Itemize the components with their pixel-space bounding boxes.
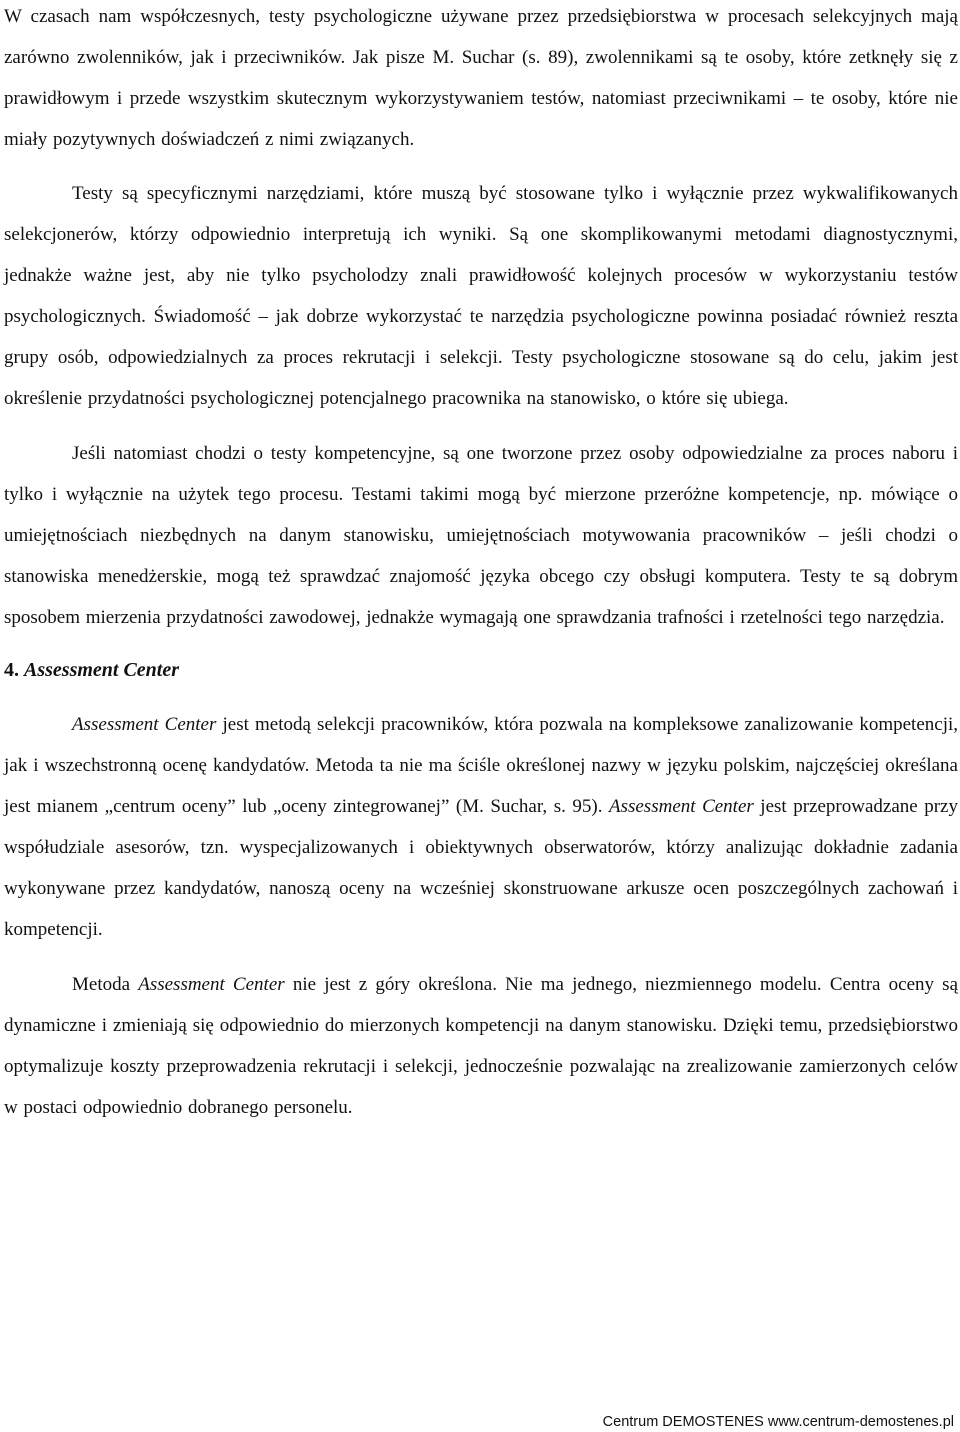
page-footer: Centrum DEMOSTENES www.centrum-demostenes.pl	[602, 1414, 954, 1430]
document-page	[4, 0, 958, 1128]
section-title: Assessment Center	[24, 659, 180, 681]
paragraph-test-opinions: W czasach nam współczesnych, testy psychologiczne używane przez przedsiębiorstwa w procesach selekcyjnych mają zarówno zwolenników, jak i przeciwników. Jak pisze M. Suchar (s. 89), zwolennikami są te osoby, które zetknęły się z prawidłowym i przede wszystkim skutecznym wykorzystywaniem testów, natomiast przeciwnikami – te osoby, które nie miały pozytywnych doświadczeń z nimi związanych.	[4, 6, 958, 150]
method-lead-text: Metoda	[72, 974, 139, 995]
section-heading	[4, 650, 958, 691]
assessors-text: jest przeprowadzane przy współudziale asesorów, tzn. wyspecjalizowanych i obiektywnych obserwatorów, którzy analizując dokładnie zadania wykonywane przez kandydatów, nanoszą oceny na wcześniej skonstruowane arkusze ocen poszczególnych zachowań i kompetencji.	[4, 796, 958, 940]
paragraph-competency-tests: Jeśli natomiast chodzi o testy kompetencyjne, są one tworzone przez osoby odpowiedzialne za proces naboru i tylko i wyłącznie na użytek tego procesu. Testami takimi mogą być mierzone przeróżne kompetencje, np. mówiące o umiejętnościach niezbędnych na danym stanowisku, umiejętnościach motywowania pracowników – jeśli chodzi o stanowiska menedżerskie, mogą też sprawdzać znajomość języka obcego czy obsługi komputera. Testy te są dobrym sposobem mierzenia przydatności zawodowej, jednakże wymagają one sprawdzania trafności i rzetelności tego narzędzia.	[4, 443, 958, 628]
term-assessment-center: Assessment Center	[608, 796, 754, 817]
section-number: 4.	[4, 659, 19, 681]
term-assessment-center: Assessment Center	[72, 714, 217, 735]
paragraph-tests-as-tools: Testy są specyficznymi narzędziami, które muszą być stosowane tylko i wyłącznie przez wykwalifikowanych selekcjonerów, którzy odpowiednio interpretują ich wyniki. Są one skomplikowanymi metodami diagnostycznymi, jednakże ważne jest, aby nie tylko psycholodzy znali prawidłowość kolejnych procesów w wykorzystaniu testów psychologicznych. Świadomość – jak dobrze wykorzystać te narzędzia psychologiczne powinna posiadać również reszta grupy osób, odpowiedzialnych za proces rekrutacji i selekcji. Testy psychologiczne stosowane są do celu, jakim jest określenie przydatności psychologicznej potencjalnego pracownika na stanowisko, o które się ubiega.	[4, 183, 958, 409]
method-text: nie jest z góry określona. Nie ma jednego, niezmiennego modelu. Centra oceny są dynamiczne i zmieniają się odpowiednio do mierzonych kompetencji na danym stanowisku. Dzięki temu, przedsiębiorstwo optymalizuje koszty przeprowadzenia rekrutacji i selekcji, jednocześnie pozwalając na zrealizowanie zamierzonych celów w postaci odpowiednio dobranego personelu.	[4, 974, 958, 1118]
definition-text: jest metodą selekcji pracowników, która pozwala na kompleksowe zanalizowanie kompetencji, jak i wszechstronną ocenę kandydatów. Metoda ta nie ma ściśle określonej nazwy w języku polskim, najczęściej określana jest mianem „centrum oceny” lub „oceny zintegrowanej” (M. Suchar, s. 95).	[4, 714, 958, 817]
paragraph-assessment-center-method	[4, 964, 958, 1128]
term-assessment-center: Assessment Center	[138, 974, 285, 995]
paragraph-assessment-center-definition	[4, 704, 958, 950]
